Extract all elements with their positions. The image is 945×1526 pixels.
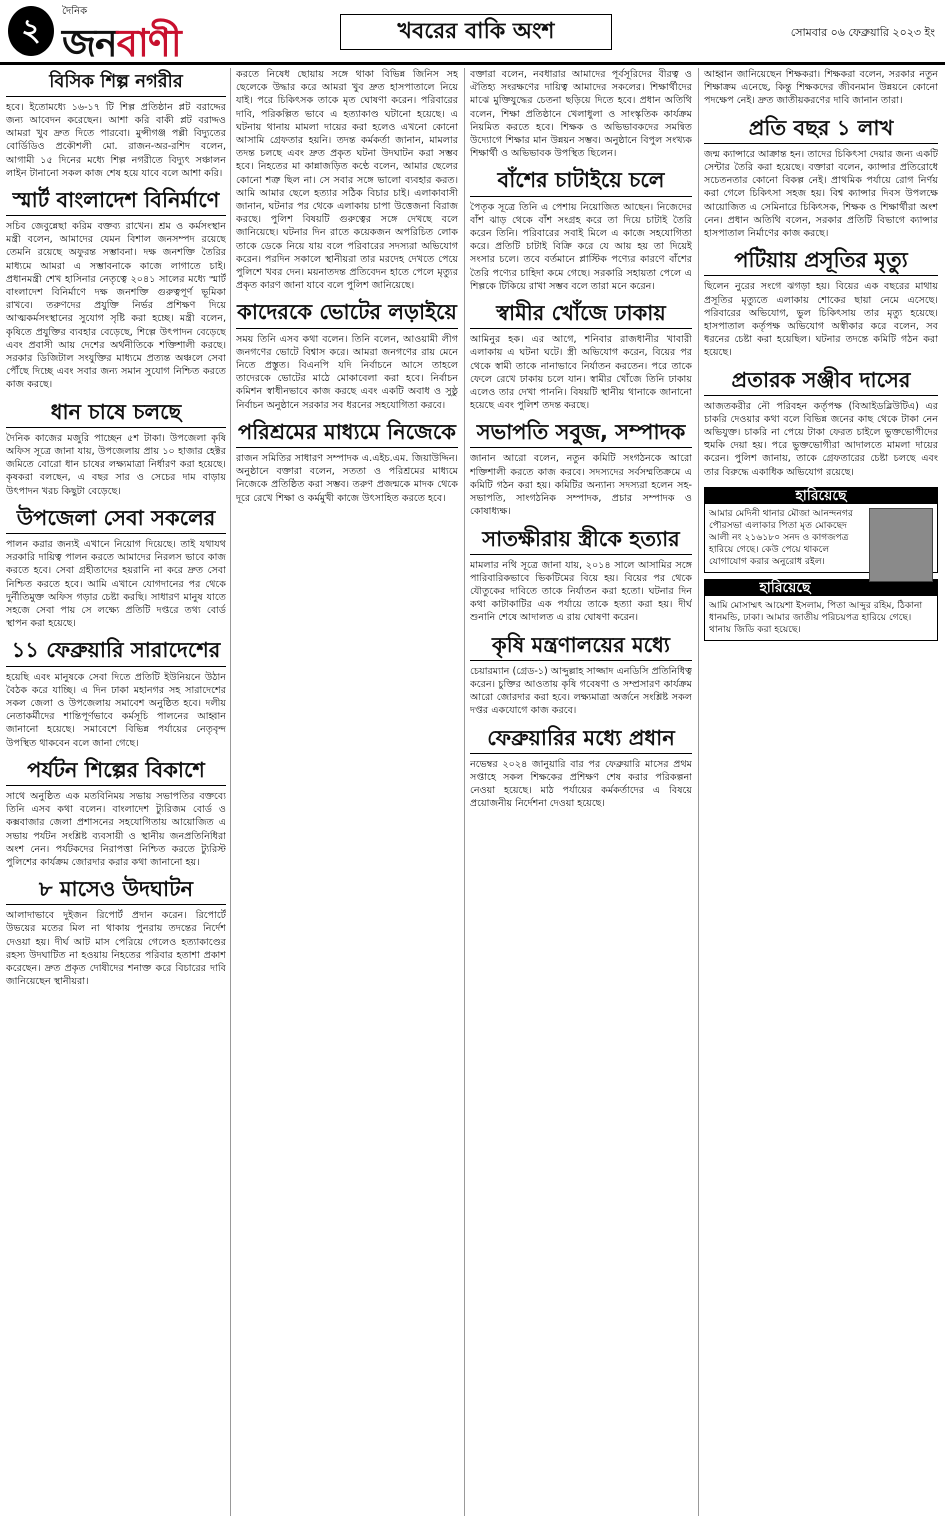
story-headline: পর্যটন শিল্পের বিকাশে — [6, 758, 226, 786]
story — [236, 68, 458, 292]
column-divider — [698, 68, 699, 1516]
story — [6, 638, 226, 749]
story-headline: ৮ মাসেও উদঘাটন — [6, 877, 226, 905]
story-text: সাথে অনুষ্ঠিত এক মতবিনিময় সভায় সভাপতির বক্তব্যে তিনি এসব কথা বলেন। বাংলাদেশ ট্যুরিজম বোর্ড ও কক্সবাজার জেলা প্রশাসনের সহযোগিতায় আয়োজিত এ সভায় পর্যটন সংশ্লিষ্ট ব্যবসায়ী ও স্থানীয় জনপ্রতিনিধিরা অংশ নেন। পর্যটকদের নিরাপত্তা নিশ্চিত করতে ট্যুরিস্ট পুলিশের কার্যক্রম জোরদার করার কথা জানানো হয়। — [6, 790, 226, 868]
column-4 — [704, 68, 938, 1516]
story-headline: প্রতি বছর ১ লাখ — [704, 116, 938, 144]
story-text: পালন করার জন্যই এখানে নিয়োগ দিয়েছে। তাই যথাযথ সরকারি দায়িত্ব পালন করতে আমাদের নিরলস ভাবে কাজ করতে হবে। সেবা গ্রহীতাদের হয়রানি না করে দ্রুত সেবা নিশ্চিত করতে হবে। আমি এখানে যোগদানের পর থেকে দুর্নীতিমুক্ত অফিস গড়ার চেষ্টা করছি। সাধারণ মানুষ যাতে সহজে সেবা পায় সে লক্ষ্যে প্রতিটি দপ্তরে তথ্য বোর্ড স্থাপন করা হয়েছে। — [6, 538, 226, 630]
story — [6, 72, 226, 180]
story-headline: কৃষি মন্ত্রণালয়ের মধ্যে — [470, 633, 692, 661]
masthead — [0, 0, 945, 65]
story-text: আমিনুর হক। এর আগে, শনিবার রাজধানীর খাবারী এলাকায় এ ঘটনা ঘটে। স্ত্রী অভিযোগ করেন, বিয়ের পর থেকে স্বামী তাকে নানাভাবে নির্যাতন করতেন। পরে তাকে ফেলে রেখে ঢাকায় চলে যান। স্বামীর খোঁজে তিনি ঢাকায় এলেও তার দেখা পাননি। বিষয়টি স্থানীয় থানাকে জানানো হয়েছে এবং পুলিশ তদন্ত করছে। — [470, 334, 692, 412]
story — [704, 116, 938, 241]
story-text: আজতকরীর নৌ পরিবহন কর্তৃপক্ষ (বিআইডব্লিউটিএ) এর চাকরি দেওয়ার কথা বলে বিভিন্ন জনের কাছ থেকে টাকা নেন অভিযুক্ত। চাকরি না পেয়ে টাকা ফেরত চাইলে ভুক্তভোগীদের হুমকি দেয়া হয়। পরে ভুক্তভোগীরা আদালতে মামলা দায়ের করেন। পুলিশ জানায়, তাকে গ্রেফতারের চেষ্টা চলছে এবং তার বিরুদ্ধে একাধিক অভিযোগ রয়েছে। — [704, 400, 938, 478]
story-text: মামলার নথি সূত্রে জানা যায়, ২০১৪ সালে আসামির সঙ্গে পারিবারিকভাবে ভিকটিমের বিয়ে হয়। বিয়ের পর থেকে যৌতুকের দাবিতে তাকে নির্যাতন করা হতো। ঘটনার দিন কথা কাটাকাটির এক পর্যায়ে তাকে হত্যা করা হয়। দীর্ঘ শুনানি শেষে আদালত এ রায় ঘোষণা করেন। — [470, 559, 692, 624]
paper-name-a: জন — [62, 21, 117, 65]
story — [6, 400, 226, 498]
story — [704, 368, 938, 479]
story-headline: কাদেরকে ভোটের লড়াইয়ে — [236, 300, 458, 328]
story — [236, 420, 458, 505]
story-headline: উপজেলা সেবা সকলের — [6, 506, 226, 534]
story-text: হবে। ইতোমধ্যে ১৬-১৭ টি শিল্প প্রতিষ্ঠান প্লট বরাদ্দের জন্য আবেদন করেছেন। আশা করি বাকী প্লট বরাদ্দও আমরা খুব দ্রুত দিতে পারবো। মুন্সীগঞ্জ পল্লী বিদ্যুতের বোর্ডিডিও প্রকৌশলী মো. রাজন-অর-রশিদ বলেন, আগামী ১৫ দিনের মধ্যে শিল্প নগরীতে বিদ্যুৎ সঞ্চালন লাইন টানানো সকল কাজ শেষ হয়ে যাবে বলে আশা করি। — [6, 101, 226, 179]
story — [470, 527, 692, 625]
story-text: জানান আরো বলেন, নতুন কমিটি সংগঠনকে আরো শক্তিশালী করতে কাজ করবে। সদস্যদের সর্বসম্মতিক্রমে এ কমিটি গঠন করা হয়। কমিটির অন্যান্য সদস্যরা হলেন সহ-সভাপতি, সাংগঠনিক সম্পাদক, প্রচার সম্পাদক ও কোষাধ্যক্ষ। — [470, 453, 692, 518]
story-text: সচিব জেবুন্নেছা করিম বক্তব্য রাখেন। শ্রম ও কর্মসংস্থান মন্ত্রী বলেন, আমাদের যেমন বিশাল জনসম্পদ রয়েছে তেমনি রয়েছে অফুরন্ত সম্ভাবনা। দক্ষ জনশক্তি তৈরির মাধ্যমে আমরা এ সম্ভাবনাকে কাজে লাগাতে চাই। প্রধানমন্ত্রী শেখ হাসিনার নেতৃত্বে ২০৪১ সালের মধ্যে স্মার্ট বাংলাদেশ বিনির্মাণে দক্ষ জনশক্তি গুরুত্বপূর্ণ ভূমিকা রাখবে। তরুণদের প্রযুক্তি নির্ভর প্রশিক্ষণ দিয়ে আত্মকর্মসংস্থানের সুযোগ সৃষ্টি করা হচ্ছে। মন্ত্রী বলেন, কৃষিতে প্রযুক্তির ব্যবহার বেড়েছে, শিল্পে উৎপাদন বেড়েছে এবং প্রবাসী আয় দেশের অর্থনীতিকে শক্তিশালী করছে। সরকার ডিজিটাল সংযুক্তির মাধ্যমে প্রত্যন্ত অঞ্চলে সেবা পৌঁছে দিচ্ছে এবং সবার জন্য সমান সুযোগ নিশ্চিত করতে কাজ করছে। — [6, 221, 226, 391]
story — [470, 68, 692, 160]
story-headline: পরিশ্রমের মাধ্যমে নিজেকে — [236, 420, 458, 448]
column-1 — [6, 68, 226, 1516]
column-2 — [236, 68, 458, 1516]
paper-tag: দৈনিক — [62, 6, 88, 17]
story-text: নভেম্বর ২০২৪ জানুয়ারি বার পর ফেব্রুয়ারি মাসের প্রথম সপ্তাহে সকল শিক্ষকের প্রশিক্ষণ শেষ করার পরিকল্পনা নেওয়া হয়েছে। মাঠ পর্যায়ের কর্মকর্তাদের এ বিষয়ে প্রয়োজনীয় নির্দেশনা দেওয়া হয়েছে। — [470, 758, 692, 810]
story — [6, 877, 226, 988]
story-headline: বাঁশের চাটাইয়ে চলে — [470, 168, 692, 196]
story-text: আহ্বান জানিয়েছেন শিক্ষকরা। শিক্ষকরা বলেন, সরকার নতুন শিক্ষাক্রম এনেছে, কিন্তু শিক্ষকদের জীবনমান উন্নয়নে কোনো পদক্ষেপ নেই। দ্রুত জাতীয়করণের দাবি জানান তারা। — [704, 69, 938, 107]
story — [704, 68, 938, 108]
story-headline: ফেব্রুয়ারির মধ্যে প্রধান — [470, 726, 692, 754]
newspaper-logo — [62, 4, 202, 65]
story-headline: স্বামীর খোঁজে ঢাকায় — [470, 301, 692, 329]
lost-notice-title: হারিয়েছে — [705, 580, 937, 596]
story-text: রাজন সমিতির সাধারণ সম্পাদক এ.এইচ.এম. জিয়াউদ্দিন। অনুষ্ঠানে বক্তারা বলেন, সততা ও পরিশ্রমের মাধ্যমে নিজেকে প্রতিষ্ঠিত করা সম্ভব। তরুণ প্রজন্মকে মাদক থেকে দূরে রেখে শিক্ষা ও কর্মমুখী কাজে উৎসাহিত করতে হবে। — [236, 452, 458, 504]
column-divider — [464, 68, 465, 1516]
story — [470, 168, 692, 293]
page-number: ২ — [8, 6, 54, 56]
story — [470, 726, 692, 811]
lost-notice-text: আমার মেদিনী থানার মৌজা আনন্দনগর পৌরসভা এলাকার পিতা মৃত মোকছেদ আলী নং ২১৬১৮০ সনদ ও কাগজপত্র হারিয়ে গেছে। কেউ পেয়ে থাকলে যোগাযোগ করার অনুরোধ রইল। — [709, 507, 853, 567]
story-text: দৈনিক কাজের মজুরি পাচ্ছেন ৫শ টাকা। উপজেলা কৃষি অফিস সূত্রে জানা যায়, উপজেলায় প্রায় ১০ হাজার হেক্টর জমিতে বোরো ধান চাষের লক্ষ্যমাত্রা নির্ধারণ করা হয়েছে। কৃষকরা বলছেন, এ বছর সার ও সেচের দাম বাড়ায় উৎপাদন খরচ কিছুটা বেড়েছে। — [6, 432, 226, 497]
story — [6, 188, 226, 392]
story — [6, 506, 226, 631]
lost-notice-ad — [704, 487, 938, 573]
story-headline: বিসিক শিল্প নগরীর — [6, 72, 226, 97]
story-text: হয়েছি এবং মানুষকে সেবা দিতে প্রতিটি ইউনিয়নে উঠান বৈঠক করে যাচ্ছি। এ দিন ঢাকা মহানগর সহ সারাদেশের সকল জেলা ও উপজেলায় সমাবেশ অনুষ্ঠিত হবে। দলীয় নেতাকর্মীদের শান্তিপূর্ণভাবে কর্মসূচি পালনের আহ্বান জানানো হয়েছে। সমাবেশে বিভিন্ন পর্যায়ের নেতৃবৃন্দ উপস্থিত থাকবেন বলে জানা গেছে। — [6, 671, 226, 749]
story-text: জন্ম ক্যান্সারে আক্রান্ত হন। তাদের চিকিৎসা দেয়ার জন্য একটি সেন্টার তৈরি করা হয়েছে। বক্তারা বলেন, ক্যান্সার প্রতিরোধে সচেতনতার কোনো বিকল্প নেই। প্রাথমিক পর্যায়ে রোগ নির্ণয় করা গেলে চিকিৎসা সহজ হয়। বিশ্ব ক্যান্সার দিবস উপলক্ষে আয়োজিত এ সেমিনারে চিকিৎসক, শিক্ষক ও শিক্ষার্থীরা অংশ নেন। প্রধান অতিথি বলেন, সরকার প্রতিটি বিভাগে ক্যান্সার হাসপাতাল নির্মাণের কাজ করছে। — [704, 148, 938, 239]
story — [470, 633, 692, 718]
story-text: বক্তারা বলেন, নবধারার আমাদের পূর্বসূরিদের বীরত্ব ও ঐতিহ্য সংরক্ষণের দায়িত্ব আমাদের সকলের। শিক্ষার্থীদের মাঝে মুক্তিযুদ্ধের চেতনা ছড়িয়ে দিতে হবে। প্রধান অতিথি বলেন, শিক্ষা প্রতিষ্ঠানে খেলাধুলা ও সাংস্কৃতিক কার্যক্রম নিয়মিত করতে হবে। শিক্ষক ও অভিভাবকদের সমন্বিত উদ্যোগে শিক্ষার মান উন্নয়ন সম্ভব। অনুষ্ঠানে বিপুল সংখ্যক শিক্ষার্থী ও অভিভাবক উপস্থিত ছিলেন। — [470, 69, 692, 160]
story — [236, 300, 458, 411]
story-headline: সাতক্ষীরায় স্ত্রীকে হত্যার — [470, 527, 692, 555]
story — [470, 420, 692, 518]
story-headline: স্মার্ট বাংলাদেশ বিনির্মাণে — [6, 188, 226, 216]
lost-notice-text: আমি মোসাম্মৎ আয়েশা ইসলাম, পিতা আব্দুর রহিম, ঠিকানা ধানমন্ডি, ঢাকা। আমার জাতীয় পরিচয়পত্র হারিয়ে গেছে। থানায় জিডি করা হয়েছে। — [709, 599, 923, 635]
lost-notice-ad — [704, 579, 938, 641]
section-title: খবরের বাকি অংশ — [397, 19, 555, 44]
lost-notice-title: হারিয়েছে — [705, 488, 937, 504]
story — [6, 758, 226, 869]
story — [704, 248, 938, 359]
person-photo — [869, 508, 933, 582]
column-divider — [230, 68, 231, 1516]
story-headline: পটিয়ায় প্রসূতির মৃত্যু — [704, 248, 938, 276]
story-text: করতে নিষেধ ছোয়ায় সঙ্গে থাকা বিভিন্ন জিনিস সহ ছেলেকে উদ্ধার করে আমরা খুব দ্রুত হাসপাতালে নিয়ে যাই। পরে চিকিৎসক তাকে মৃত ঘোষণা করেন। পরিবারের দাবি, পরিকল্পিত ভাবে এ হত্যাকাণ্ড ঘটানো হয়েছে। এ ঘটনায় থানায় মামলা দায়ের করা হলেও এখনো কোনো আসামি গ্রেফতার হয়নি। তদন্ত কর্মকর্তা জানান, মামলার তদন্ত চলছে এবং দ্রুত প্রকৃত ঘটনা উদঘাটন করা সম্ভব হবে। নিহতের মা কান্নাজড়িত কণ্ঠে বলেন, আমার ছেলের কোনো শত্রু ছিল না। সে সবার সঙ্গে ভালো ব্যবহার করত। আমি আমার ছেলে হত্যার সঠিক বিচার চাই। এলাকাবাসী জানান, ঘটনার পর থেকে এলাকায় চাপা উত্তেজনা বিরাজ করছে। পুলিশ বিষয়টি গুরুত্বের সঙ্গে দেখছে বলে জানিয়েছে। ঘটনার দিন রাতে কয়েকজন অপরিচিত লোক তাকে ডেকে নিয়ে যায় বলে পরিবারের সদস্যরা অভিযোগ করেন। পরদিন সকালে স্থানীয়রা তার মরদেহ দেখতে পেয়ে পুলিশে খবর দেন। ময়নাতদন্ত প্রতিবেদন হাতে পেলে মৃত্যুর প্রকৃত কারণ জানা যাবে বলে পুলিশ জানিয়েছে। — [236, 69, 458, 292]
story-headline: সভাপতি সবুজ, সম্পাদক — [470, 420, 692, 448]
story-text: ছিলেন নুরের সংগে ঝগড়া হয়। বিয়ের এক বছরের মাথায় প্রসূতির মৃত্যুতে এলাকায় শোকের ছায়া নেমে এসেছে। পরিবারের অভিযোগ, ভুল চিকিৎসায় তার মৃত্যু হয়েছে। হাসপাতাল কর্তৃপক্ষ অভিযোগ অস্বীকার করে বলেন, সব ধরনের চেষ্টা করা হয়েছিল। ঘটনার তদন্তে কমিটি গঠন করা হয়েছে। — [704, 281, 938, 359]
section-box — [340, 14, 612, 50]
story-text: আলাদাভাবে দুইজন রিপোর্ট প্রদান করেন। রিপোর্টে উভয়ের মতের মিল না থাকায় পুনরায় তদন্তের নির্দেশ দেওয়া হয়। দীর্ঘ আট মাস পেরিয়ে গেলেও হত্যাকাণ্ডের রহস্য উদঘাটিত না হওয়ায় নিহতের পরিবার হতাশা প্রকাশ করেছেন। দ্রুত প্রকৃত দোষীদের শনাক্ত করে বিচারের দাবি জানিয়েছেন স্থানীয়রা। — [6, 910, 226, 988]
story-text: চেয়ারম্যান (গ্রেড-১) আব্দুল্লাহ সাজ্জাদ এনডিসি প্রতিনিধিত্ব করেন। চুক্তির আওতায় কৃষি গবেষণা ও সম্প্রসারণ কার্যক্রম আরো জোরদার করা হবে। লক্ষ্যমাত্রা অর্জনে সংশ্লিষ্ট সকল দপ্তর একযোগে কাজ করবে। — [470, 665, 692, 717]
story-headline: ধান চাষে চলছে — [6, 400, 226, 428]
story-headline: প্রতারক সঞ্জীব দাসের — [704, 368, 938, 396]
story-text: সময় তিনি এসব কথা বলেন। তিনি বলেন, আওয়ামী লীগ জনগণের ভোটে বিশ্বাস করে। আমরা জনগণের রায় মেনে নিতে প্রস্তুত। বিএনপি যদি নির্বাচনে আসে তাহলে তাদেরকে ভোটের মাঠে মোকাবেলা করা হবে। নির্বাচন কমিশন স্বাধীনভাবে কাজ করছে এবং একটি অবাধ ও সুষ্ঠু নির্বাচন অনুষ্ঠানে সরকার সব ধরনের সহযোগিতা করবে। — [236, 333, 458, 411]
story — [470, 301, 692, 412]
column-3 — [470, 68, 692, 1516]
story-text: পৈতৃক সূত্রে তিনি এ পেশায় নিয়োজিত আছেন। নিজেদের বাঁশ ঝাড় থেকে বাঁশ সংগ্রহ করে তা দিয়ে চাটাই তৈরি করেন তিনি। পরিবারের সবাই মিলে এ কাজে সহযোগিতা করে। প্রতিটি চাটাই বিক্রি করে যে আয় হয় তা দিয়েই সংসার চলে। তবে বর্তমানে প্লাস্টিক পণ্যের কারণে বাঁশের তৈরি পণ্যের চাহিদা কমে গেছে। সরকারি সহায়তা পেলে এ শিল্পকে টিকিয়ে রাখা সম্ভব বলে তারা মনে করেন। — [470, 201, 692, 292]
paper-name-b: বাণী — [116, 21, 181, 65]
story-headline: ১১ ফেব্রুয়ারি সারাদেশের — [6, 638, 226, 666]
dateline: সোমবার ০৬ ফেব্রুয়ারি ২০২৩ ইং — [790, 26, 935, 39]
